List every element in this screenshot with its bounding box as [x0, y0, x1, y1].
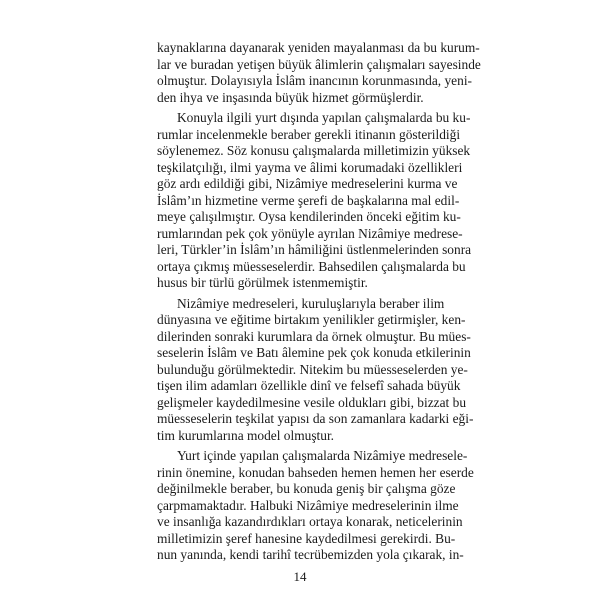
- text-line: müesseselerin teşkilat yapısı da son zamanlara kadarki eği-: [157, 411, 474, 426]
- text-line: den ihya ve inşasında büyük hizmet görmüşlerdir.: [157, 89, 424, 105]
- text-line: lar ve buradan yetişen büyük âlimlerin çalışmaları sayesinde: [157, 56, 481, 72]
- text-line: söylenemez. Söz konusu çalışmalarda milletimizin yüksek: [157, 143, 471, 158]
- text-line: tişen ilim adamları özellikle dinî ve felsefî sahada büyük: [157, 378, 461, 393]
- text-line: teşkilatçılığı, ilmi yayma ve âlimi korumadaki özellikleri: [157, 159, 463, 175]
- paragraph: [157, 448, 474, 564]
- paragraph: [157, 110, 472, 292]
- text-line: meye çalışılmıştır. Oysa kendilerinden önceki eğitim ku-: [157, 209, 461, 224]
- text-line: ortaya çıkmış müesseselerdir. Bahsedilen çalışmalarda bu: [157, 258, 466, 274]
- text-line: değinilmekle beraber, bu konuda geniş bir çalışma göze: [157, 481, 456, 496]
- text-line: olmuştur. Dolayısıyla İslâm inancının korunmasında, yeni-: [157, 73, 472, 88]
- text-line: nun yanında, kendi tarihî tecrübemizden yola çıkarak, in-: [157, 547, 464, 562]
- text-line: İslâm’ın hizmetine verme şerefi de başkalarına mal edil-: [157, 192, 460, 208]
- text-line: rumlar incelenmekle beraber gerekli itinanın gösterildiği: [157, 126, 461, 142]
- text-line: gelişmeler kaydedilmesine vesile oldukları gibi, bizzat bu: [157, 394, 467, 410]
- text-line: Yurt içinde yapılan çalışmalarda Nizâmiye medresele-: [177, 448, 468, 463]
- text-line: tim kurumlarına model olmuştur.: [157, 427, 335, 443]
- page-body: [157, 40, 481, 568]
- paragraph: [157, 295, 474, 445]
- text-line: dünyasına ve eğitime birtakım yenilikler getirmişler, ken-: [157, 312, 466, 327]
- text-line: milletimizin şeref hanesine kaydedilmesi gerekirdi. Bu-: [157, 530, 456, 546]
- text-line: rumlarından pek çok yönüyle ayrılan Nizâmiye medrese-: [157, 225, 463, 241]
- text-line: bulunduğu görülmektedir. Nitekim bu müesseselerden ye-: [157, 361, 468, 377]
- text-line: ve insanlığa kazandırdıkları ortaya konarak, neticelerinin: [157, 514, 463, 529]
- page-number: 14: [293, 569, 307, 584]
- text-line: Nizâmiye medreseleri, kuruluşlarıyla beraber ilim: [177, 295, 445, 311]
- text-line: çarpmamaktadır. Halbuki Nizâmiye medreselerinin ilme: [157, 497, 459, 513]
- text-line: seselerin İslâm ve Batı âlemine pek çok konuda etkilerinin: [157, 345, 471, 360]
- text-line: göz ardı edildiği gibi, Nizâmiye medreselerini kurma ve: [157, 176, 458, 191]
- paragraph: [157, 40, 481, 106]
- text-line: husus bir türlü görülmek istenmemiştir.: [157, 275, 368, 290]
- text-line: Konuyla ilgili yurt dışında yapılan çalışmalarda bu ku-: [177, 110, 471, 125]
- text-line: leri, Türkler’in İslâm’ın hâmiliğini üstlenmelerinden sonra: [157, 242, 472, 257]
- text-line: rinin önemine, konudan bahseden hemen hemen her eserde: [157, 464, 474, 480]
- text-line: dilerinden sonraki kurumlara da örnek olmuştur. Bu mües-: [157, 328, 471, 344]
- text-line: kaynaklarına dayanarak yeniden mayalanması da bu kurum-: [157, 40, 480, 55]
